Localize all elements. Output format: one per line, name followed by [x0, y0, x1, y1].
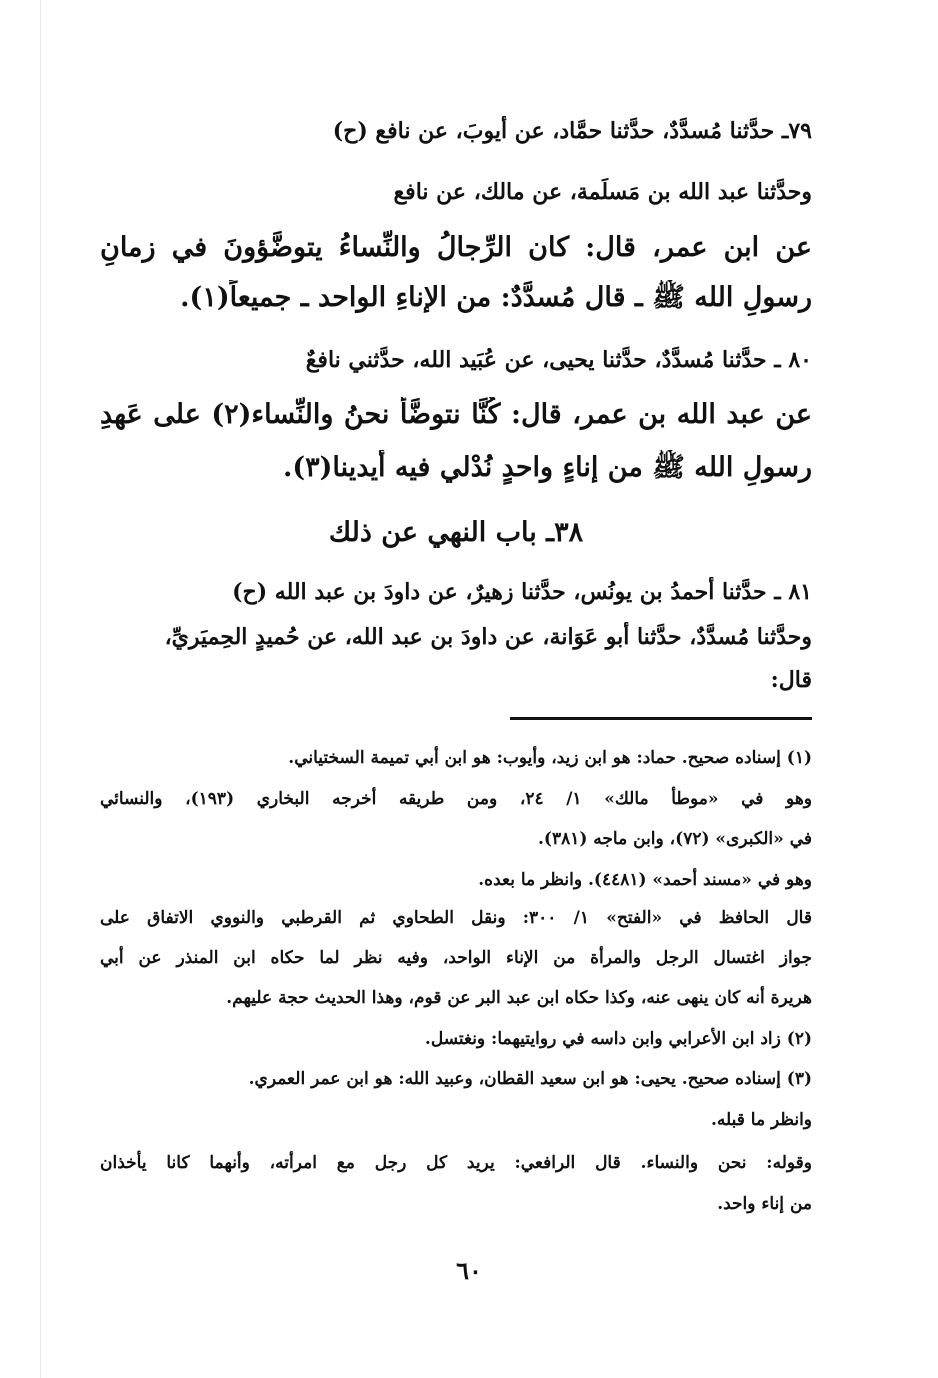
footnote-1-line-5: قال الحافظ في «الفتح» ١/ ٣٠٠: ونقل الطحاوي ثم القرطبي والنووي الاتفاق على	[100, 908, 812, 928]
hadith-80-matn-line-2: رسولِ الله ﷺ من إناءٍ واحدٍ نُدْلي فيه أيدينا(٣).	[282, 452, 812, 483]
hadith-80-matn-line-1: عن عبد الله بن عمر، قال: كُنَّا نتوضَّأُ نحنُ والنِّساء(٢) على عَهدِ	[100, 399, 812, 430]
footnote-1-line-4: وهو في «مسند أحمد» (٤٤٨١). وانظر ما بعده.	[478, 870, 812, 890]
chapter-heading: ٣٨ـ باب النهي عن ذلك	[328, 517, 584, 548]
hadith-79-matn-line-2: رسولِ الله ﷺ ـ قال مُسدَّدٌ: من الإناءِ الواحد ـ جميعاً(١).	[180, 282, 812, 313]
hadith-80-isnad-line: ٨٠ ـ حدَّثنا مُسدَّدٌ، حدَّثنا يحيى، عن عُبَيد الله، حدَّثني نافعٌ	[305, 347, 812, 373]
footnote-1-line-2: وهو في «موطأ مالك» ١/ ٢٤، ومن طريقه أخرجه البخاري (١٩٣)، والنسائي	[100, 789, 812, 809]
hadith-81-isnad-line-1: ٨١ ـ حدَّثنا أحمدُ بن يونُس، حدَّثنا زهيرٌ، عن داودَ بن عبد الله (ح)	[232, 579, 812, 605]
footnote-3-line-3: وقوله: نحن والنساء. قال الرافعي: يريد كل رجل مع امرأته، وأنهما كانا يأخذان	[100, 1153, 812, 1173]
footnote-3-line-4: من إناء واحد.	[717, 1194, 812, 1214]
footnote-1-line-1: (١) إسناده صحيح. حماد: هو ابن زيد، وأيوب: هو ابن أبي تميمة السختياني.	[288, 748, 812, 768]
footnote-1-line-6: جواز اغتسال الرجل والمرأة من الإناء الواحد، وفيه نظر لما حكاه ابن المنذر عن أبي	[100, 948, 812, 968]
footnote-2-line-1: (٢) زاد ابن الأعرابي وابن داسه في روايتيهما: ونغتسل.	[424, 1029, 812, 1049]
footnote-1-line-3: في «الكبرى» (٧٢)، وابن ماجه (٣٨١).	[537, 829, 812, 849]
hadith-81-isnad-line-2: وحدَّثنا مُسدَّدٌ، حدَّثنا أبو عَوَانة، عن داودَ بن عبد الله، عن حُميدٍ الحِميَريِّ،	[164, 624, 812, 650]
hadith-79-isnad-line-2: وحدَّثنا عبد الله بن مَسلَمة، عن مالك، عن نافع	[393, 179, 812, 205]
hadith-79-isnad-line-1: ٧٩ـ حدَّثنا مُسدَّدٌ، حدَّثنا حمَّاد، عن أيوبَ، عن نافع (ح)	[332, 118, 812, 144]
footnote-3-line-2: وانظر ما قبله.	[710, 1110, 812, 1130]
hadith-81-isnad-line-3: قال:	[770, 667, 812, 693]
page-number: ٦٠	[456, 1256, 482, 1285]
footnotes	[100, 0, 812, 1230]
footnote-1-line-7: هريرة أنه كان ينهى عنه، وكذا حكاه ابن عبد البر عن قوم، وهذا الحديث حجة عليهم.	[226, 988, 812, 1008]
page-edge-shadow	[40, 0, 41, 1378]
hadith-79-matn-line-1: عن ابن عمر، قال: كان الرِّجالُ والنِّساءُ يتوضَّؤونَ في زمانِ	[100, 232, 812, 263]
footnote-3-line-1: (٣) إسناده صحيح. يحيى: هو ابن سعيد القطان، وعبيد الله: هو ابن عمر العمري.	[248, 1069, 812, 1089]
